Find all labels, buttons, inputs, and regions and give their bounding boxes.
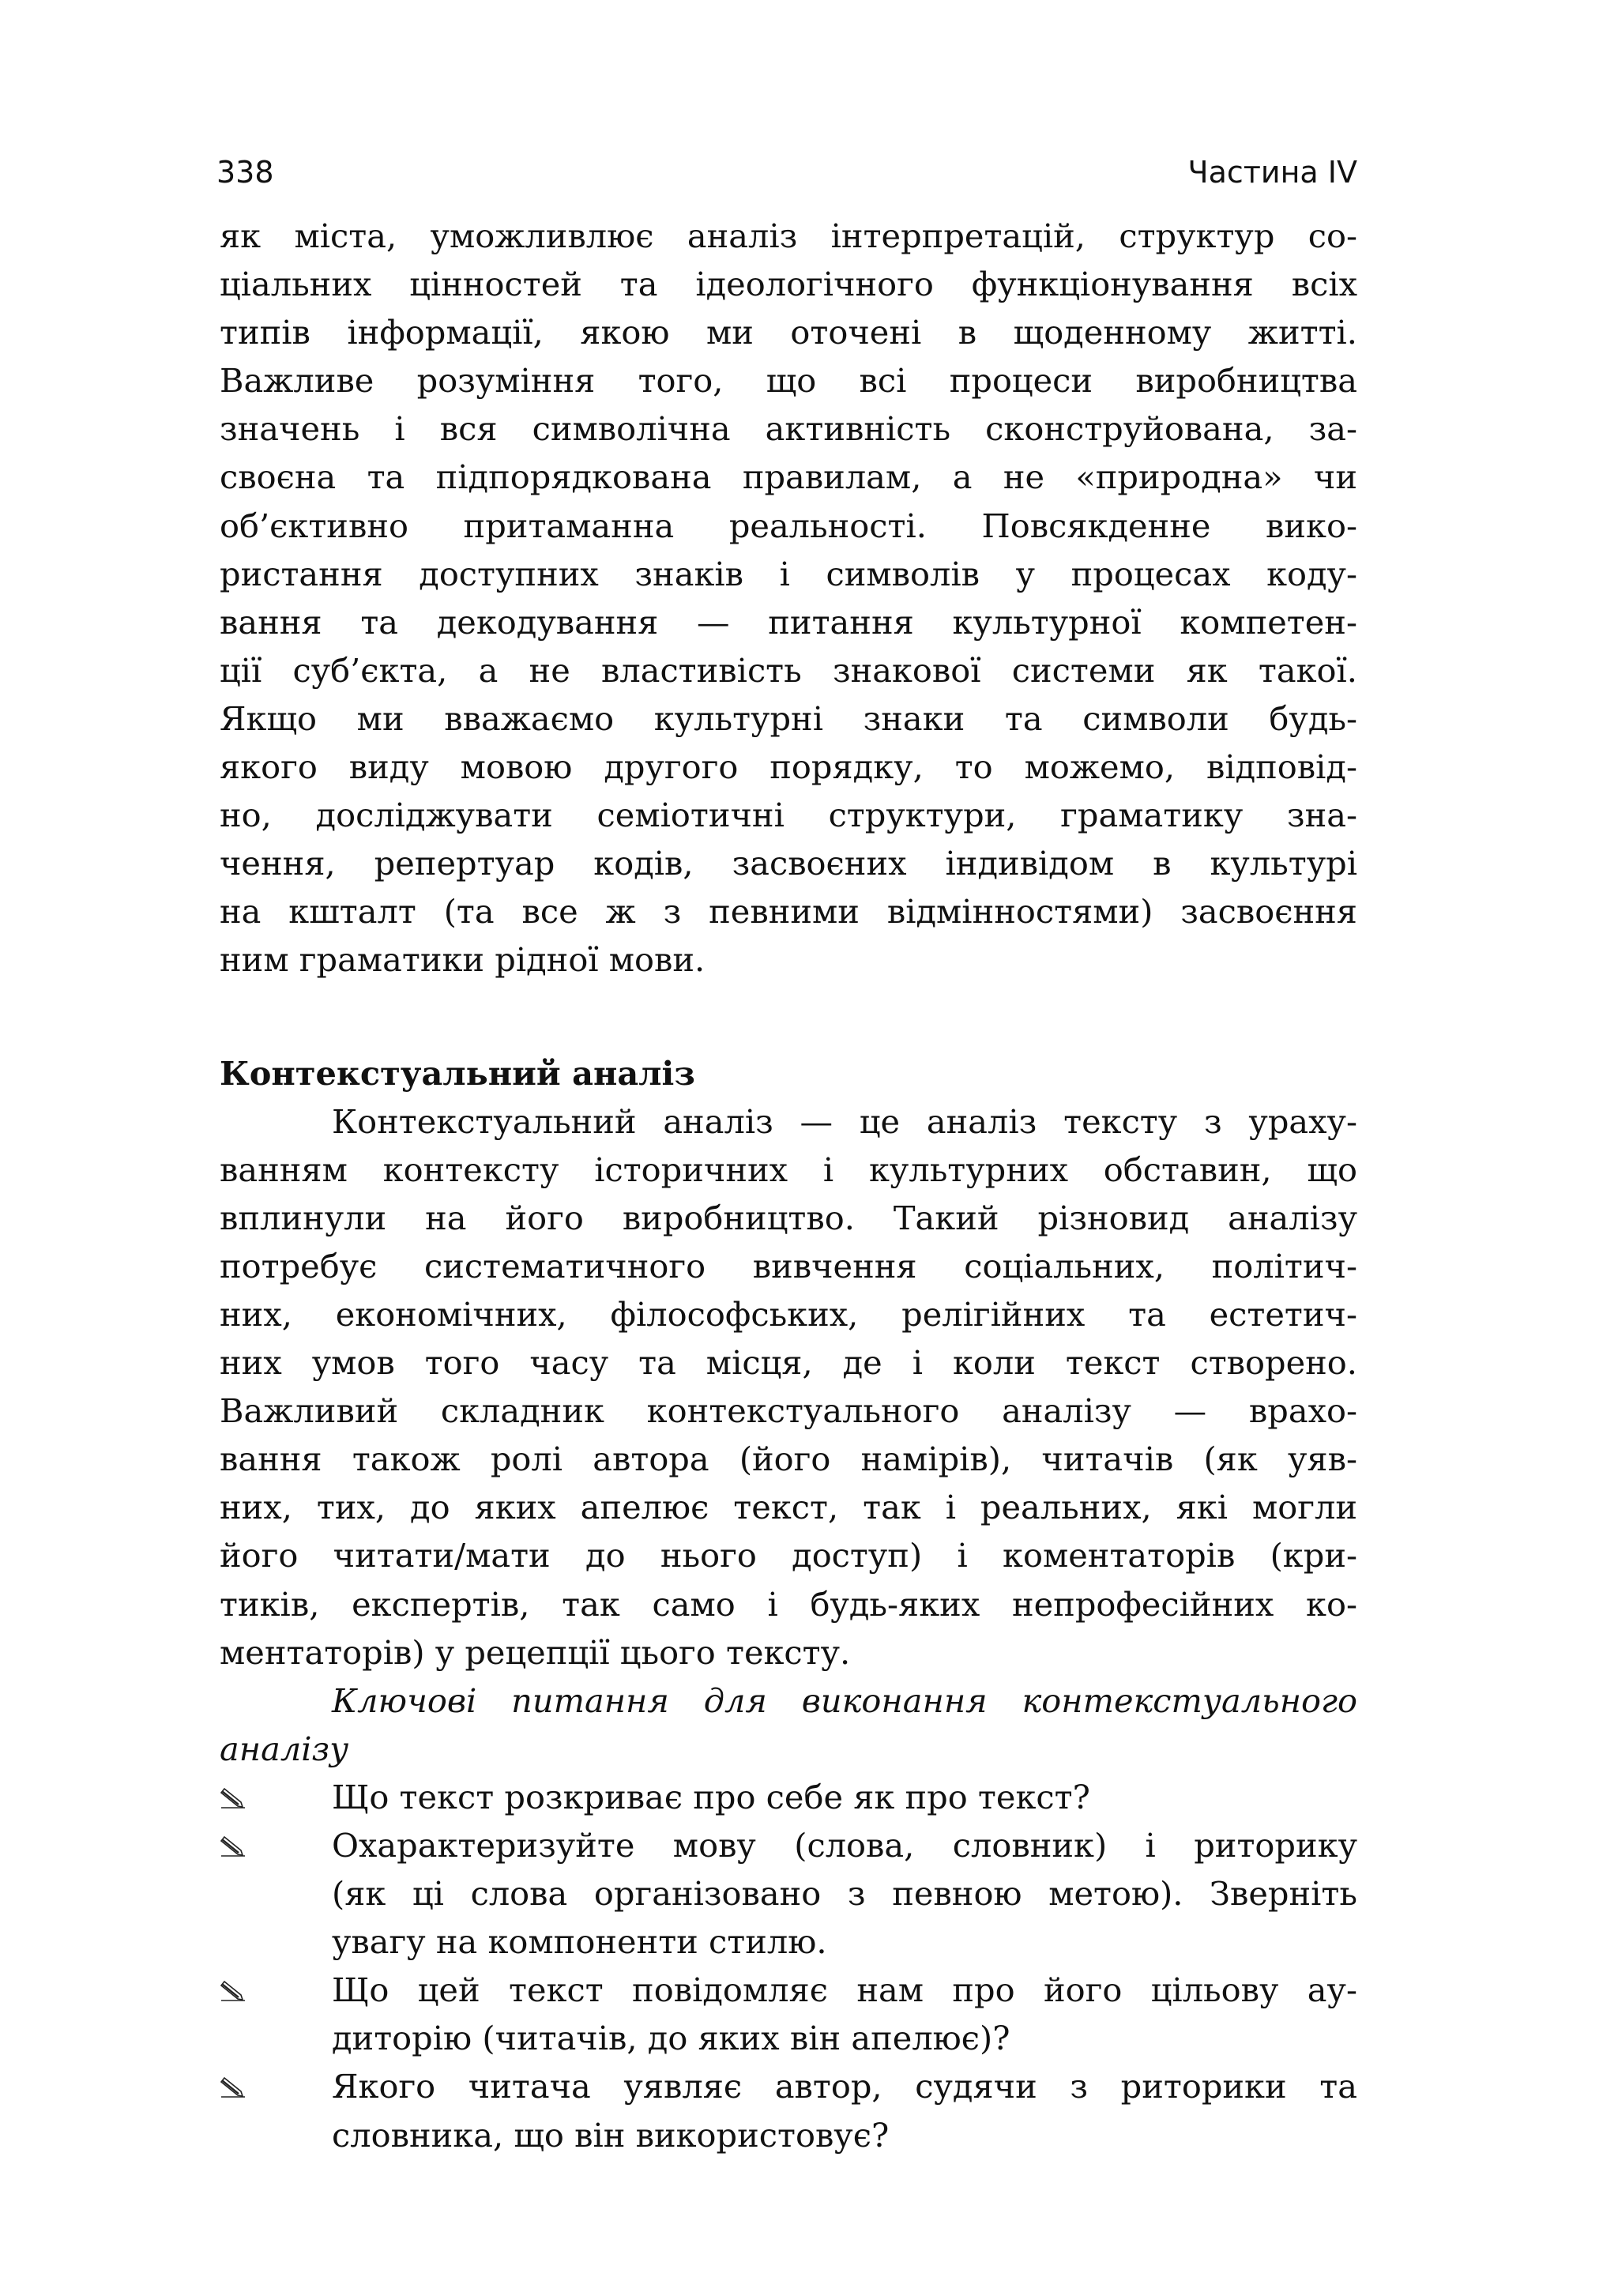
part-title: Частина IV: [1187, 155, 1357, 190]
text-line: Що цей текст повідомляє нам про його цільову ау-: [332, 1970, 1357, 2010]
text-line: ментаторів) у рецепції цього тексту.: [220, 1632, 851, 1672]
text-line: як міста, уможливлює аналіз інтерпретацій, структур со-: [220, 216, 1357, 255]
text-line: них, тих, до яких апелює текст, так і реальних, які могли: [220, 1488, 1357, 1527]
text-line: Охарактеризуйте мову (слова, словник) і риторику: [332, 1826, 1357, 1865]
paragraph-semiotic: [220, 212, 1357, 984]
text-line: ціальних цінностей та ідеологічного функціонування всіх: [220, 265, 1357, 304]
text-line: ції суб’єкта, а не властивість знакової системи як такої.: [220, 650, 1357, 690]
text-line: Якщо ми вважаємо культурні знаки та символи будь-: [220, 698, 1357, 738]
section-gap: [220, 984, 1357, 1049]
paragraph-contextual: [220, 1097, 1357, 1677]
pencil-icon: [220, 1980, 246, 2004]
text-line: аналізу: [220, 1729, 349, 1768]
text-line: Важливий складник контекстуального аналізу — врахо-: [220, 1391, 1357, 1431]
text-line: чення, репертуар кодів, засвоєних індивідом в культурі: [220, 844, 1357, 883]
page-body: [220, 212, 1357, 2159]
text-line: ванням контексту історичних і культурних обставин, що: [220, 1150, 1357, 1189]
text-line: на кшталт (та все ж з певними відмінностями) засвоєння: [220, 892, 1357, 932]
text-line: словника, що він використовує?: [332, 2115, 890, 2155]
text-line: диторію (читачів, до яких він апелює)?: [332, 2019, 1010, 2058]
text-line: них, економічних, філософських, релігійних та естетич-: [220, 1294, 1357, 1334]
text-line: ним граматики рідної мови.: [220, 940, 706, 980]
text-line: них умов того часу та місця, де і коли текст створено.: [220, 1343, 1357, 1383]
section-heading: Контекстуальний аналіз: [220, 1053, 695, 1093]
key-questions-title: [220, 1677, 1357, 1773]
text-line: вання та декодування — питання культурної компетен-: [220, 602, 1357, 642]
text-line: но, досліджувати семіотичні структури, граматику зна-: [220, 796, 1357, 835]
text-line: значень і вся символічна активність сконструйована, за-: [220, 409, 1357, 449]
text-line: якого виду мовою другого порядку, то можемо, відповід-: [220, 747, 1357, 787]
text-line: (як ці слова організовано з певною метою). Зверніть: [332, 1874, 1357, 1914]
text-line: своєна та підпорядкована правилам, а не «природна» чи: [220, 457, 1357, 497]
text-line: об’єктивно притаманна реальності. Повсякденне вико-: [220, 506, 1357, 545]
text-line: потребує систематичного вивчення соціальних, політич-: [220, 1246, 1357, 1285]
pencil-icon: [220, 1835, 246, 1859]
text-line: Контекстуальний аналіз — це аналіз тексту з ураху-: [332, 1101, 1357, 1141]
list-item: [220, 2062, 1357, 2159]
running-header: [216, 149, 1357, 196]
text-line: Ключові питання для виконання контекстуального: [332, 1681, 1357, 1720]
text-line: Важливе розуміння того, що всі процеси виробництва: [220, 361, 1357, 401]
key-questions-list: [220, 1773, 1357, 2159]
text-line: Що текст розкриває про себе як про текст?: [332, 1777, 1090, 1816]
text-line: його читати/мати до нього доступ) і коментаторів (кри-: [220, 1536, 1357, 1575]
text-line: увагу на компоненти стилю.: [332, 1922, 827, 1962]
list-item: [220, 1966, 1357, 2062]
text-line: вання також ролі автора (його намірів), читачів (як уяв-: [220, 1440, 1357, 1479]
page-number: 338: [216, 155, 274, 190]
text-line: Якого читача уявляє автор, судячи з риторики та: [332, 2067, 1357, 2106]
list-item: [220, 1821, 1357, 1966]
text-line: типів інформації, якою ми оточені в щоденному житті.: [220, 313, 1357, 352]
text-line: тиків, експертів, так само і будь-яких непрофесійних ко-: [220, 1584, 1357, 1624]
list-item: [220, 1773, 1357, 1821]
text-line: ристання доступних знаків і символів у процесах коду-: [220, 554, 1357, 593]
pencil-icon: [220, 2076, 246, 2100]
pencil-icon: [220, 1787, 246, 1811]
text-line: вплинули на його виробництво. Такий різновид аналізу: [220, 1198, 1357, 1237]
